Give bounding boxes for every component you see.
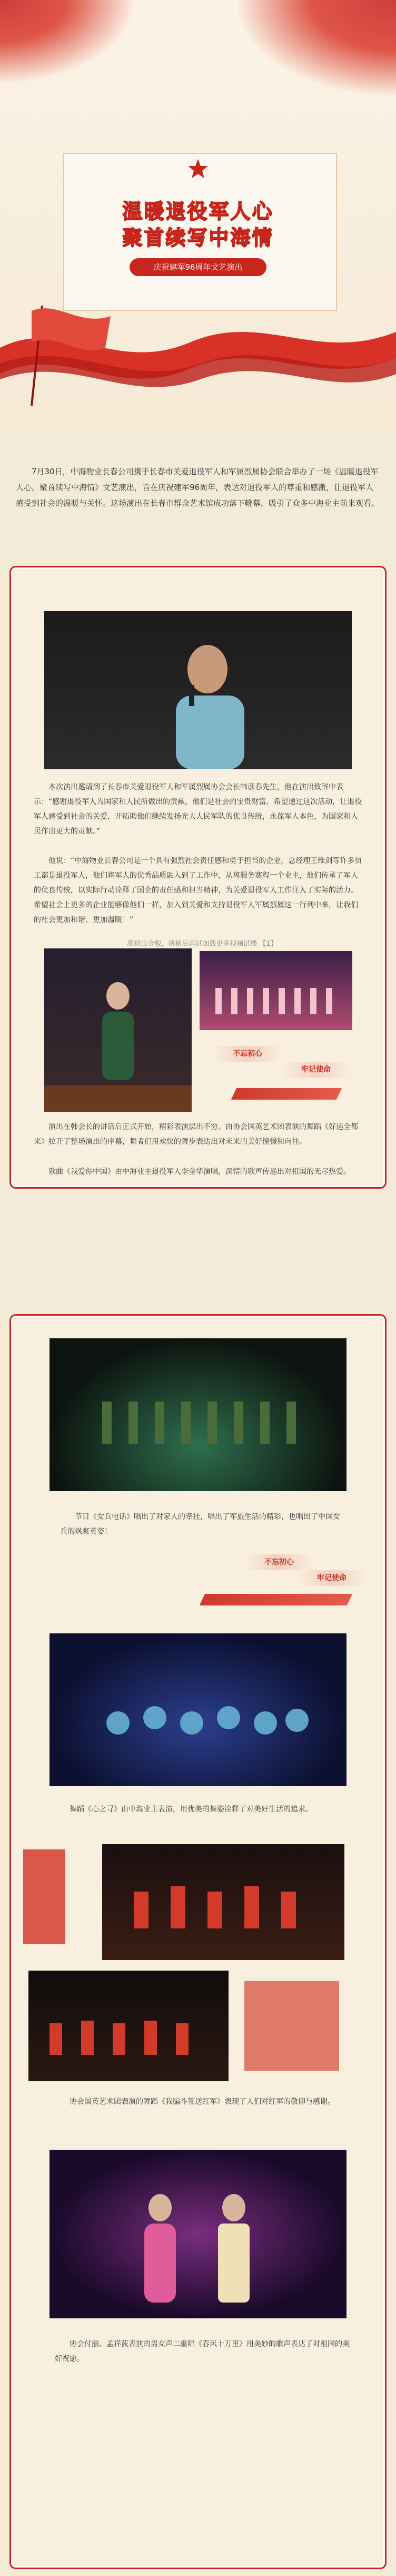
star-icon	[187, 158, 209, 179]
speech-paragraph-1: 本次演出邀请到了长春市关爱退役军人和军属烈属协会会长韩彦春先生，他在演出致辞中表示：“感谢退役军人为国家和人民所做出的贡献，他们是社会的宝贵财富，希望通过这次活动，让退役军人感受到社会的关爱，开拓助他们继续发扬光大人民军队的优良传统，永葆军人本色，为国家和人民作出更大的贡献。”	[34, 783, 362, 836]
dance-stage-photo	[200, 951, 352, 1030]
tag-never-forget: 不忘初心	[213, 1046, 282, 1062]
video-overlay-text: 潮退出金服，请稍后再试加载更多视频试播 【1】	[127, 940, 278, 948]
soldiers-illustration	[49, 1338, 346, 1491]
red-dance-photo-2	[28, 1971, 229, 2081]
duet-paragraph: 协会付丽、孟祥荻表演的男女声二重唱《春风十万里》用美妙的歌声表达了对祖国的美好祝愿。	[55, 2340, 350, 2363]
flag-wave-decoration	[0, 285, 396, 432]
subtitle-badge: 庆祝建军96周年文艺演出	[130, 258, 266, 276]
red-army-dance-paragraph: 协会国英艺术团表演的舞蹈《我骗斗签送红军》表现了人们对红军的敬仰与感谢。	[70, 2098, 335, 2106]
section-panel-1	[13, 569, 383, 1186]
building-decor-right	[244, 1981, 339, 2071]
singer-illustration	[44, 948, 192, 1112]
heart-dance-paragraph: 舞蹈《心之寻》由中海业主表演，用优美的舞姿诠释了对美好生活的追求。	[70, 1805, 313, 1814]
tag-remember-mission: 牢记使命	[281, 1062, 351, 1078]
red-dancers-illustration-2	[28, 1971, 229, 2081]
decor-corner-right	[238, 0, 396, 95]
tag-remember-mission-2: 牢记使命	[297, 1570, 367, 1586]
red-dancers-illustration	[102, 1844, 344, 1960]
title-line-1: 温暖退役军人心	[122, 200, 274, 223]
intro-paragraph: 7月30日，中海物业长春公司携手长春市关爱退役军人和军属烈属协会联合举办了一场《温暖退役军人心，聚首续写中海情》文艺演出，旨在庆祝建军96周年，表达对退役军人的尊重和感激，让退役军人感受到社会的温暖与关怀。这场演出在长春市群众艺术馆成功落下帷幕，吸引了众多中海业主前来观看。	[16, 467, 380, 508]
decor-corner-left	[0, 0, 137, 84]
speaker-photo	[44, 611, 352, 769]
ribbon-decor	[231, 1088, 342, 1100]
red-dance-photo	[102, 1844, 344, 1960]
blue-dance-photo	[49, 1633, 346, 1786]
performance-paragraph-2: 歌曲《我爱你中国》由中海业主退役军人李金华演唱，深情的歌声传递出对祖国的无尽热爱。	[48, 1168, 351, 1176]
tag-never-forget-2: 不忘初心	[244, 1554, 314, 1570]
header-banner	[0, 0, 396, 432]
performance-paragraph-1: 演出在韩会长的讲话后正式开始，精彩表演层出不穷。由协会国英艺术团表演的舞蹈《好运全都来》拉开了整场演出的序幕，舞者们用欢快的舞步表达出对未来的美好憧憬和向往。	[34, 1123, 358, 1146]
ribbon-decor-2	[200, 1594, 352, 1605]
title-line-2: 聚首续写中海情	[122, 226, 274, 249]
duet-photo	[49, 2150, 346, 2318]
female-soldiers-photo	[49, 1338, 346, 1491]
section-panel-2	[13, 1317, 383, 2566]
speech-paragraph-2: 他说：“中海物业长春公司是一个具有强烈社会责任感和勇于担当的企业，总经理王维剑等许多员工都是退役军人，他们将军人的优秀品质融入到了工作中，从离服务赛程一个业主，他们传承了军人的优良传统，以实际行动诠释了国企的责任感和担当精神，为关爱退役军人工作注入了实际的活力。希望社会上更多的企业能够像他们一样，加入到关爱和支持退役军人军属烈属这一行列中来，让我们的社会更加和谐、更加温暖！”	[34, 857, 362, 924]
building-decor-left	[23, 1849, 65, 1944]
dancers-illustration	[200, 951, 352, 1030]
speaker-illustration	[44, 611, 352, 769]
female-soldiers-paragraph: 节目《女兵电话》唱出了对家人的牵挂，唱出了军旅生活的精彩，也唱出了中国女兵的飒爽英姿！	[60, 1513, 340, 1536]
blue-dancers-illustration	[49, 1633, 346, 1786]
singer-photo	[44, 948, 192, 1112]
duet-illustration	[49, 2150, 346, 2318]
